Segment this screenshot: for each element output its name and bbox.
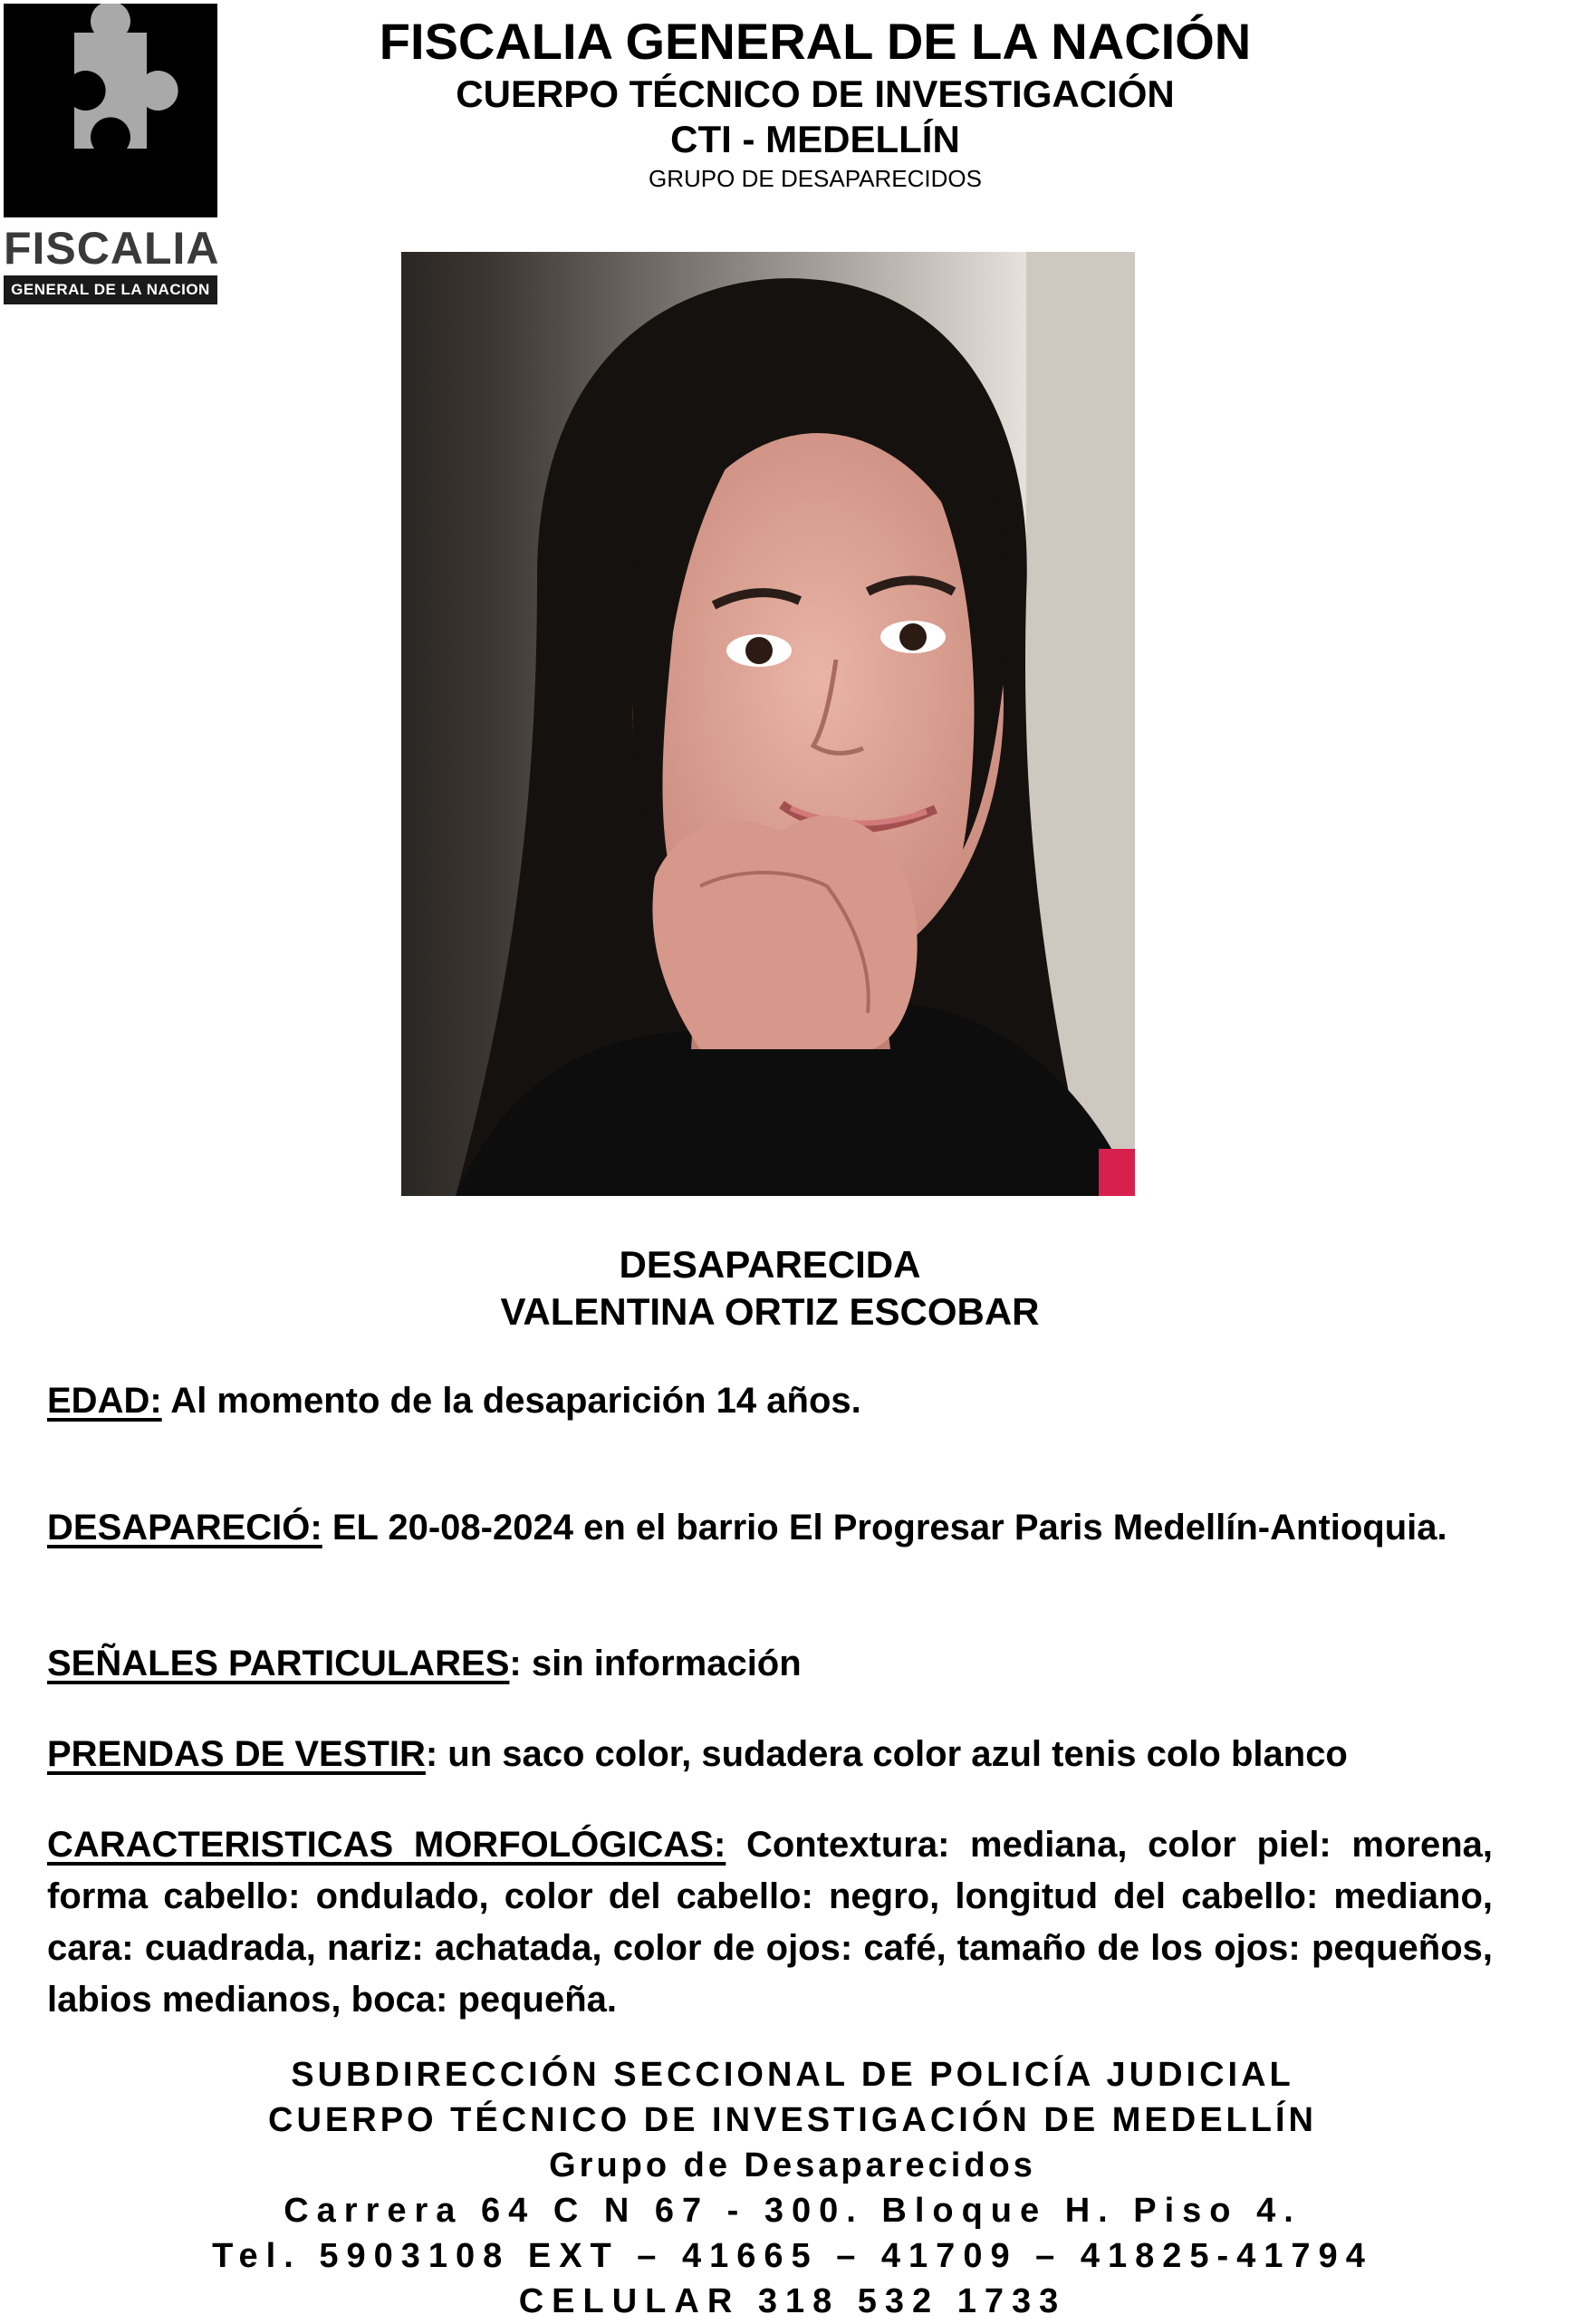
logo-subtitle: GENERAL DE LA NACION	[4, 275, 217, 304]
detail-disappeared-label: DESAPARECIÓ:	[47, 1508, 322, 1548]
detail-age-text: Al momento de la desaparición 14 años.	[161, 1381, 861, 1421]
status-heading: DESAPARECIDA	[619, 1243, 921, 1286]
detail-marks-label: SEÑALES PARTICULARES	[47, 1644, 510, 1683]
detail-morphology-label: CARACTERISTICAS MORFOLÓGICAS:	[47, 1825, 726, 1865]
puzzle-piece-icon	[4, 4, 217, 217]
detail-marks-text: : sin información	[509, 1644, 802, 1683]
footer-subdirection: SUBDIRECCIÓN SECCIONAL DE POLICÍA JUDICIAL	[291, 2056, 1294, 2094]
footer-group: Grupo de Desaparecidos	[549, 2146, 1036, 2184]
logo-word: FISCALIA	[4, 223, 220, 274]
detail-disappeared	[47, 1502, 1493, 1554]
institution-title: FISCALIA GENERAL DE LA NACIÓN	[379, 13, 1252, 70]
fiscalia-logo	[4, 4, 220, 304]
detail-morphology	[47, 1819, 1493, 2026]
person-name: VALENTINA ORTIZ ESCOBAR	[500, 1290, 1040, 1333]
footer-address: Carrera 64 C N 67 - 300. Bloque H. Piso 4.	[284, 2192, 1302, 2230]
detail-age-label: EDAD:	[47, 1381, 162, 1421]
detail-age	[47, 1375, 1493, 1427]
detail-disappeared-text: EL 20-08-2024 en el barrio El Progresar Paris Medellín-Antioquia.	[322, 1508, 1447, 1548]
footer-mobile: CELULAR 318 532 1733	[518, 2282, 1067, 2320]
missing-person-photo	[401, 252, 1135, 1196]
detail-clothing-text: : un saco color, sudadera color azul tenis colo blanco	[425, 1734, 1348, 1774]
city-unit-title: CTI - MEDELLÍN	[670, 118, 960, 160]
detail-clothing-label: PRENDAS DE VESTIR	[47, 1734, 426, 1774]
detail-distinguishing-marks	[47, 1638, 1493, 1690]
footer-phone: Tel. 5903108 EXT – 41665 – 41709 – 41825-41794	[212, 2237, 1373, 2275]
detail-morphology-text: Contextura: mediana, color piel: morena, forma cabello: ondulado, color del cabello: negro, longitud del cabello: mediano, cara: cuadrada, nariz: achatada, color de ojos: café, tamaño de los ojos: pequeños, labios medianos, boca: pequeña.	[47, 1825, 1493, 2020]
footer-cti: CUERPO TÉCNICO DE INVESTIGACIÓN DE MEDELLÍN	[268, 2101, 1317, 2139]
department-title: CUERPO TÉCNICO DE INVESTIGACIÓN	[456, 72, 1175, 115]
logo-mark	[4, 4, 217, 217]
detail-clothing	[47, 1729, 1493, 1780]
portrait-illustration	[401, 252, 1135, 1196]
group-title: GRUPO DE DESAPARECIDOS	[649, 165, 982, 192]
